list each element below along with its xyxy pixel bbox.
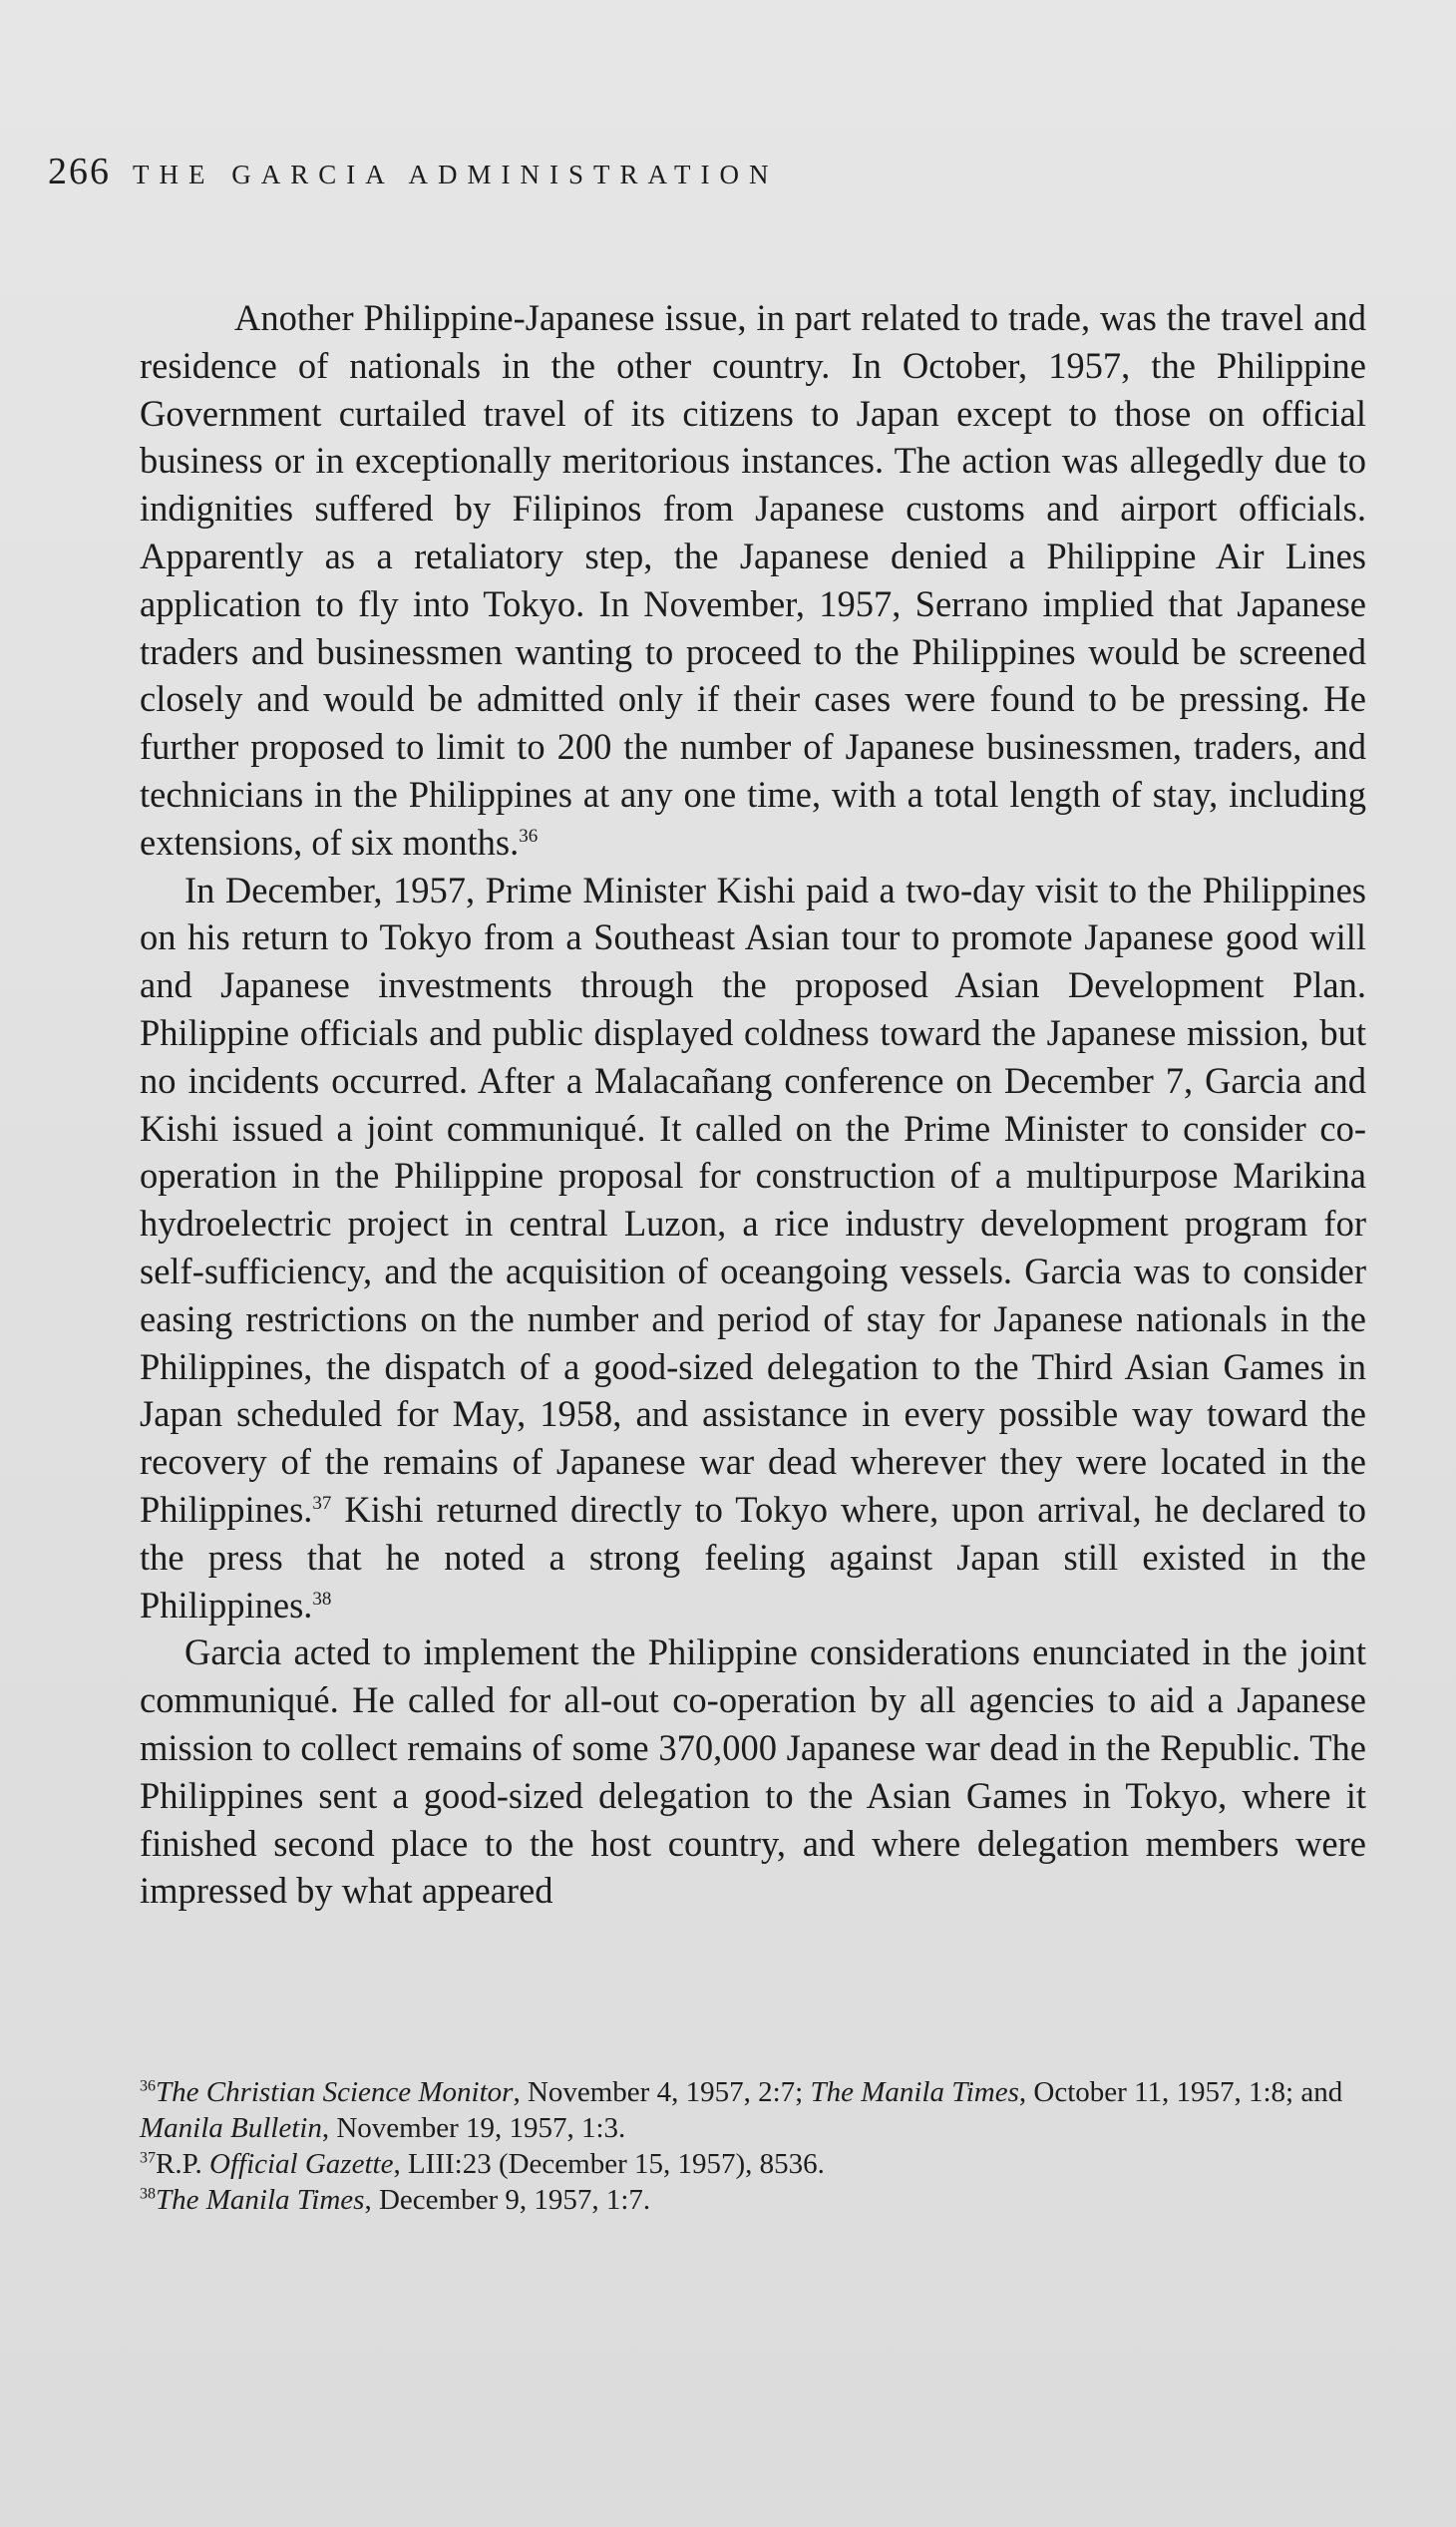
paragraph-1 (140, 294, 1366, 867)
footnote-source: The Manila Times (156, 2184, 365, 2216)
footnote-source: The Manila Times (810, 2076, 1019, 2108)
paragraph-text: Garcia acted to implement the Philippine considerations enunciated in the joint communiqué. He called for all-out co-operation by all agencies to aid a Japanese mission to collect remains of some 370,000 Japanese war dead in the Republic. The Philippines sent a good-sized delegation to the Asian Games in Tokyo, where it finished second place to the host country, and where delegation members were impressed by what appeared (140, 1631, 1366, 1912)
footnote-number: 38 (140, 2185, 156, 2203)
paragraph-text: Another Philippine-Japanese issue, in part related to trade, was the travel and residence of nationals in the other country. In October, 1957, the Philippine Government curtailed travel of its citizens to Japan except to those on official business or in exceptionally meritorious instances. The action was allegedly due to indignities suffered by Filipinos from Japanese customs and airport officials. Apparently as a retaliatory step, the Japanese denied a Philippine Air Lines application to fly into Tokyo. In November, 1957, Serrano implied that Japanese traders and businessmen wanting to proceed to the Philippines would be screened closely and would be admitted only if their cases were found to be pressing. He further proposed to limit to 200 the number of Japanese businessmen, traders, and technicians in the Philippines at any one time, with a total length of stay, including extensions, of six months. (140, 297, 1366, 863)
footnote-ref: 36 (519, 825, 539, 847)
running-head (48, 150, 779, 193)
footnote-38 (140, 2182, 1366, 2218)
footnotes (140, 2074, 1366, 2218)
footnote-37 (140, 2146, 1366, 2182)
footnote-source: Manila Bulletin (140, 2112, 322, 2144)
footnote-ref: 38 (312, 1588, 332, 1610)
footnote-text: R.P. (156, 2148, 210, 2180)
footnote-text: , October 11, 1957, 1:8; and (1018, 2076, 1343, 2108)
footnote-text: , November 4, 1957, 2:7; (513, 2076, 811, 2108)
footnote-source: The Christian Science Monitor (156, 2076, 514, 2108)
page-number: 266 (48, 151, 111, 192)
body-text (140, 294, 1366, 1915)
paragraph-2 (140, 867, 1366, 1629)
paragraph-text: In December, 1957, Prime Minister Kishi paid a two-day visit to the Philippines on his return to Tokyo from a Southeast Asian tour to promote Japanese good will and Japanese investments through the proposed Asian Development Plan. Philippine officials and public displayed coldness toward the Japanese mission, but no incidents occurred. After a Malacañang conference on December 7, Garcia and Kishi issued a joint communiqué. It called on the Prime Minister to consider co-operation in the Philippine proposal for construction of a multipurpose Marikina hydroelectric project in central Luzon, a rice industry development program for self-sufficiency, and the acquisition of oceangoing vessels. Garcia was to consider easing restrictions on the number and period of stay for Japanese nationals in the Philippines, the dispatch of a good-sized delegation to the Third Asian Games in Japan scheduled for May, 1958, and assistance in every possible way toward the recovery of the remains of Japanese war dead wherever they were located in the Philippines. (140, 869, 1366, 1530)
paragraph-text-continued: Kishi returned directly to Tokyo where, upon arrival, he declared to the press that he noted a strong feeling against Japan still existed in the Philippines. (140, 1488, 1366, 1625)
footnote-text: , December 9, 1957, 1:7. (364, 2184, 651, 2216)
footnote-number: 36 (140, 2077, 156, 2095)
footnote-number: 37 (140, 2149, 156, 2167)
footnote-text: , November 19, 1957, 1:3. (321, 2112, 626, 2144)
footnote-36 (140, 2074, 1366, 2146)
footnote-source: Official Gazette (209, 2148, 394, 2180)
paragraph-3 (140, 1628, 1366, 1915)
footnote-text: , LIII:23 (December 15, 1957), 8536. (393, 2148, 825, 2180)
running-title: THE GARCIA ADMINISTRATION (133, 160, 779, 189)
footnote-ref: 37 (312, 1492, 332, 1514)
